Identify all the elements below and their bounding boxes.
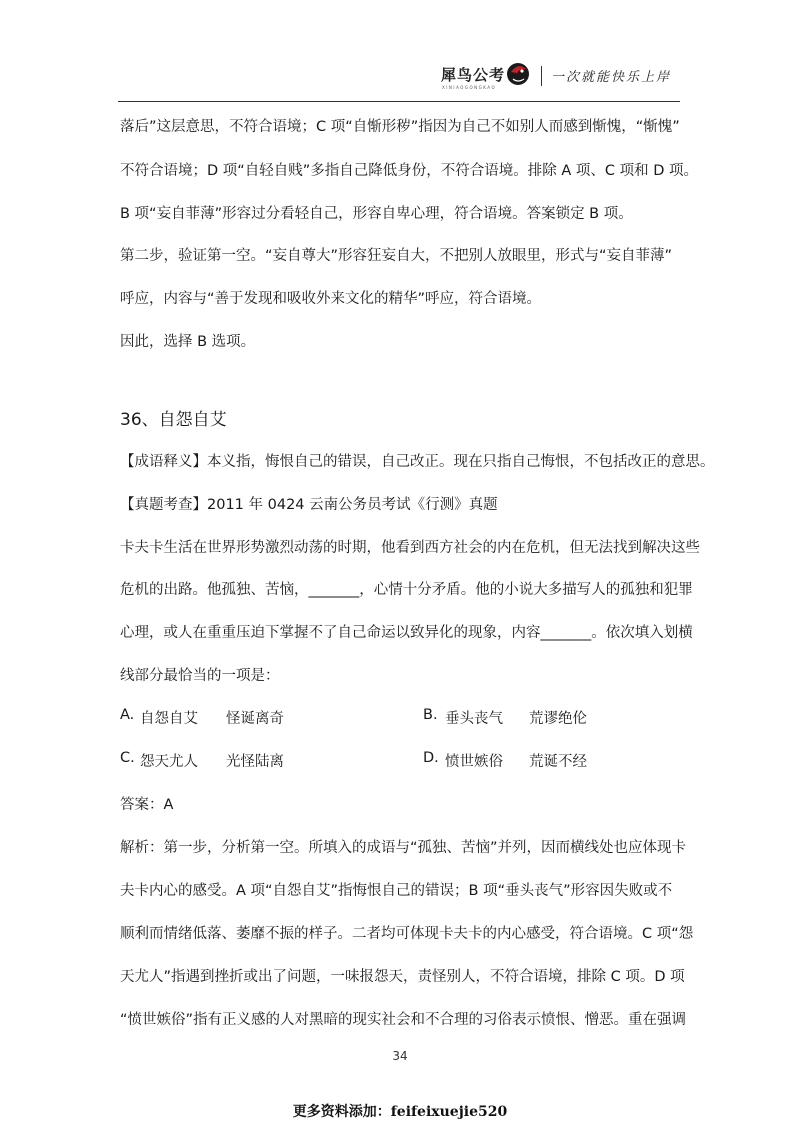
analysis-line: 夫卡内心的感受。A 项“自怨自艾”指悔恨自己的错误；B 项“垂头丧气”形容因失败或不 <box>120 883 673 899</box>
analysis-line: “愤世嫉俗”指有正义感的人对黑暗的现实社会和不合理的习俗表示愤恨、憎恶。重在强调 <box>120 1012 687 1028</box>
option-b-label: B. <box>423 707 438 723</box>
slogan: 一次就能快乐上岸 <box>551 70 672 85</box>
footer-note: 更多资料添加：feifeixuejie520 <box>292 1104 508 1120</box>
question-line: 心理，或人在重重压迫下掌握不了自己命运以致异化的现象，内容_______。依次填入划横 <box>120 625 693 641</box>
analysis-line: 天尤人”指遇到挫折或出了问题，一味报怨天，责怪别人，不符合语境，排除 C 项。D 项 <box>120 969 685 985</box>
bird-logo-icon <box>505 60 531 86</box>
page-number: 34 <box>392 1049 408 1063</box>
header-divider <box>541 66 542 86</box>
option-c-word2: 光怪陆离 <box>226 754 284 770</box>
option-d-word1: 愤世嫉俗 <box>445 754 503 770</box>
analysis-line: 解析：第一步，分析第一空。所填入的成语与“孤独、苦恼”并列，因而横线处也应体现卡 <box>120 840 687 856</box>
paragraph-line: 第二步，验证第一空。“妄自尊大”形容狂妄自大，不把别人放眼里，形式与“妄自菲薄” <box>120 248 673 264</box>
paragraph-line: B 项“妄自菲薄”形容过分看轻自己，形容自卑心理，符合语境。答案锁定 B 项。 <box>120 206 633 222</box>
option-a-label: A. <box>120 707 135 723</box>
option-a-word1: 自怨自艾 <box>140 711 198 727</box>
option-d-label: D. <box>423 750 439 766</box>
conclusion-line: 因此，选择 B 选项。 <box>120 334 256 350</box>
brand-subtitle: XINIAOGONGKAO <box>442 85 497 90</box>
option-a-word2: 怪诞离奇 <box>226 711 284 727</box>
analysis-line: 顺利而情绪低落、萎靡不振的样子。二者均可体现卡夫卡的内心感受，符合语境。C 项“怨 <box>120 926 694 942</box>
answer-line: 答案：A <box>120 797 174 813</box>
option-d-word2: 荒诞不经 <box>529 754 587 770</box>
question-line: 卡夫卡生活在世界形势激烈动荡的时期，他看到西方社会的内在危机，但无法找到解决这些 <box>120 540 700 556</box>
exam-source: 【真题考查】2011 年 0424 云南公务员考试《行测》真题 <box>120 497 498 513</box>
page-header <box>441 54 681 102</box>
question-line: 危机的出路。他孤独、苦恼，_______，心情十分矛盾。他的小说大多描写人的孤独和犯罪 <box>120 582 693 598</box>
paragraph-line: 呼应，内容与“善于发现和吸收外来文化的精华”呼应，符合语境。 <box>120 291 542 307</box>
option-b-word1: 垂头丧气 <box>445 711 503 727</box>
paragraph-line: 落后”这层意思，不符合语境；C 项“自惭形秽”指因为自己不如别人而感到惭愧，“惭愧” <box>120 119 680 135</box>
section-title: 36、自怨自艾 <box>120 410 227 430</box>
brand-name: 犀鸟公考 <box>441 66 506 84</box>
option-c-word1: 怨天尤人 <box>140 754 198 770</box>
option-b-word2: 荒谬绝伦 <box>529 711 587 727</box>
question-line: 线部分最恰当的一项是： <box>120 668 280 684</box>
paragraph-line: 不符合语境；D 项“自轻自贱”多指自己降低身份，不符合语境。排除 A 项、C 项和 D 项。 <box>120 163 699 179</box>
option-c-label: C. <box>120 750 135 766</box>
header-rule <box>118 101 680 102</box>
idiom-definition: 【成语释义】本义指，悔恨自己的错误，自己改正。现在只指自己悔恨，不包括改正的意思。 <box>120 454 715 470</box>
